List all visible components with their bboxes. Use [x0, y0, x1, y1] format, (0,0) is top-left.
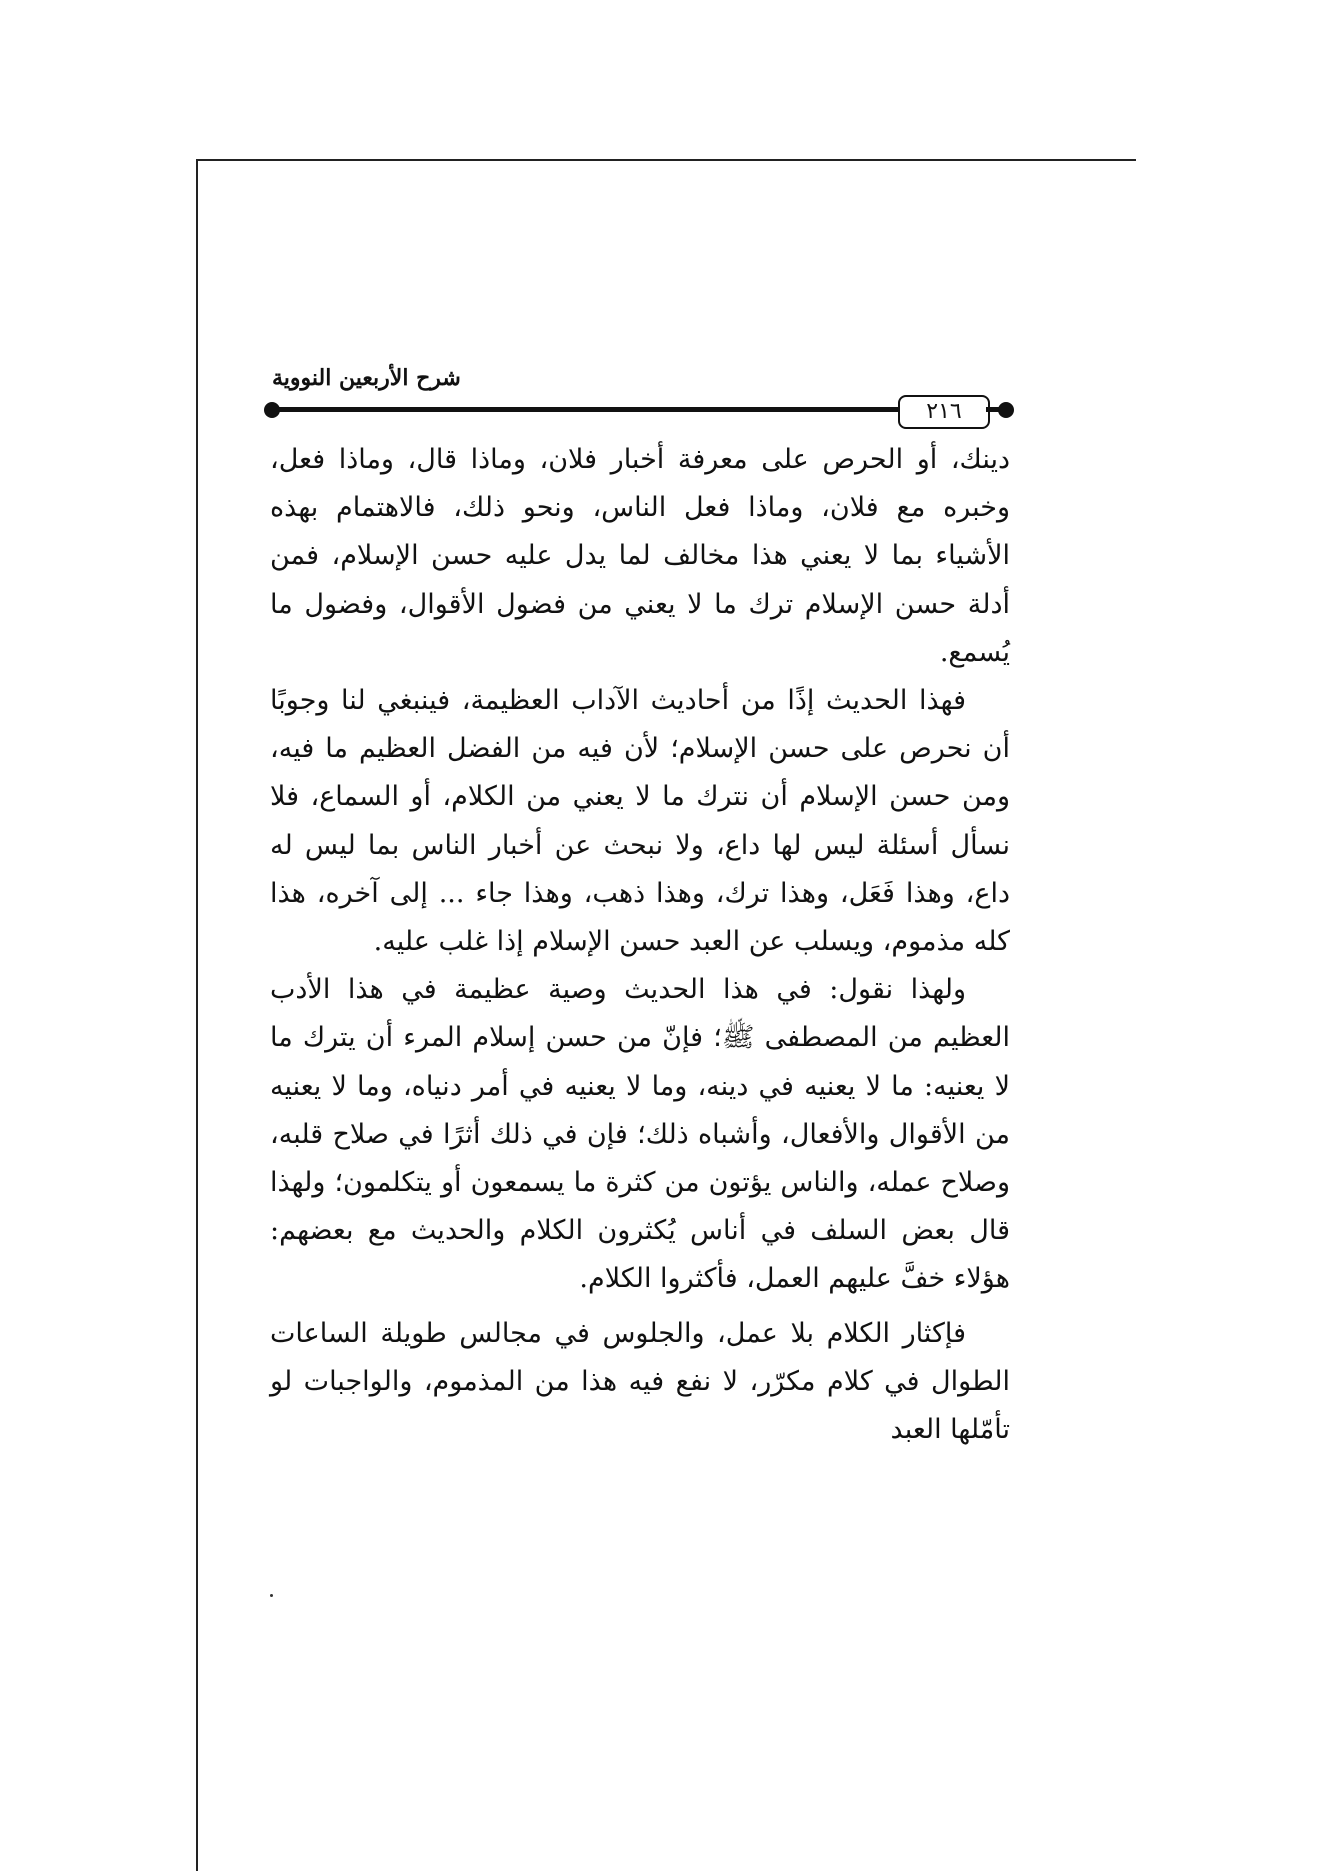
page-body: [270, 436, 1010, 1454]
running-head-book-title: شرح الأربعين النووية: [272, 365, 461, 391]
paragraph-1: دينك، أو الحرص على معرفة أخبار فلان، وماذا قال، وماذا فعل، وخبره مع فلان، وماذا فعل الناس، ونحو ذلك، فالاهتمام بهذه الأشياء بما لا يعني هذا مخالف لما يدل عليه حسن الإسلام، فمن أدلة حسن الإسلام ترك ما لا يعني من فضول الأقوال، وفضول ما يُسمع.: [270, 444, 1010, 668]
crop-mark-left: [196, 159, 198, 1871]
paragraph-4: فإكثار الكلام بلا عمل، والجلوس في مجالس طويلة الساعات الطوال في كلام مكرّر، لا نفع فيه هذا من المذموم، والواجبات لو تأمّلها العبد: [270, 1317, 1010, 1446]
crop-mark-top: [196, 159, 1136, 161]
page-number: ٢١٦: [898, 395, 990, 429]
paragraph-3: ولهذا نقول: في هذا الحديث وصية عظيمة في هذا الأدب العظيم من المصطفى ﷺ؛ فإنّ من حسن إسلام المرء أن يترك ما لا يعنيه: ما لا يعنيه في دينه، وما لا يعنيه في أمر دنياه، وما لا يعنيه من الأقوال والأفعال، وأشباه ذلك؛ فإن في ذلك أثرًا في صلاح قلبه، وصلاح عمله، والناس يؤتون من كثرة ما يسمعون أو يتكلمون؛ ولهذا قال بعض السلف في أناس يُكثرون الكلام والحديث مع بعضهم: هؤلاء خفَّ عليهم العمل، فأكثروا الكلام.: [270, 974, 1010, 1295]
scan-speck: [270, 1594, 273, 1597]
paragraph-2: فهذا الحديث إذًا من أحاديث الآداب العظيمة، فينبغي لنا وجوبًا أن نحرص على حسن الإسلام؛ لأن فيه من الفضل العظيم ما فيه، ومن حسن الإسلام أن نترك ما لا يعني من الكلام، أو السماع، فلا نسأل أسئلة ليس لها داع، ولا نبحث عن أخبار الناس بما ليس له داع، وهذا فَعَل، وهذا ترك، وهذا ذهب، وهذا جاء ... إلى آخره، هذا كله مذموم، ويسلب عن العبد حسن الإسلام إذا غلب عليه.: [270, 685, 1010, 958]
header-rule-dot-right: [998, 402, 1014, 418]
header-rule: [276, 407, 898, 412]
